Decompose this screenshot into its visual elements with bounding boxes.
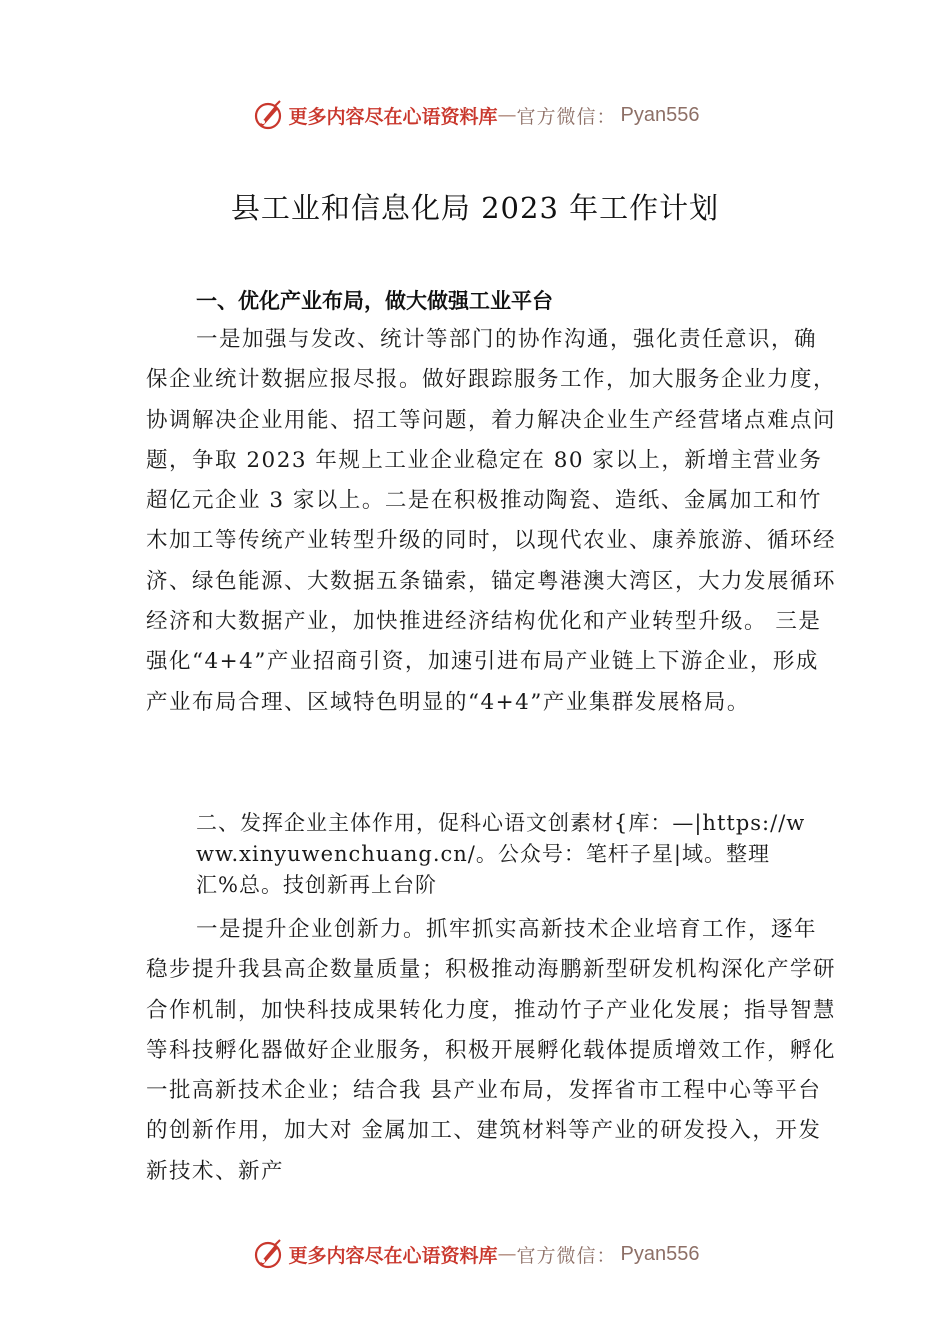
watermark-text: 更多内容尽在心语资料库: [288, 1244, 498, 1267]
document-title: 县工业和信息化局 2023 年工作计划: [230, 191, 720, 225]
watermark-wechat-label: 官方微信：: [516, 105, 617, 128]
watermark-wechat-label: 官方微信：: [516, 1244, 617, 1267]
section1-paragraph: 一是加强与发改、统计等部门的协作沟通，强化责任意识，确保企业统计数据应报尽报。做好跟踪服务工作，加大服务企业力度，协调解决企业用能、招工等问题，着力解决企业生产经营堵点难点问题，争取 2023 年规上工业企业稳定在 80 家以上，新增主营业务超亿元企业 3 家以上。二是在积极推动陶瓷、造纸、金属加工和竹木加工等传统产业转型升级的同时，以现代农业、康养旅游、循环经济、绿色能源、大数据五条锚索，锚定粤港澳大湾区，大力发展循环经济和大数据产业，加快推进经济结构优化和产业转型升级。 三是强化“4+4”产业招商引资，加速引进布局产业链上下游企业，形成产业布局合理、区域特色明显的“4+4”产业集群发展格局。: [146, 327, 837, 715]
watermark-wechat-id: Pyan556: [620, 1242, 700, 1265]
watermark-footer: [0, 1234, 950, 1274]
watermark-wechat-id: Pyan556: [620, 103, 700, 126]
watermark-dash: —: [497, 1243, 517, 1265]
watermark-dash: —: [497, 104, 517, 126]
section2-paragraph: 一是提升企业创新力。抓牢抓实高新技术企业培育工作，逐年稳步提升我县高企数量质量；积极推动海鹏新型研发机构深化产学研合作机制，加快科技成果转化力度，推动竹子产业化发展；指导智慧等科技孵化器做好企业服务，积极开展孵化载体提质增效工作，孵化一批高新技术企业；结合我 县产业布局，发挥省市工程中心等平台的创新作用，加大对 金属加工、建筑材料等产业的研发投入，开发新技术、新产: [146, 917, 837, 1184]
section1-heading: 一、优化产业布局，做大做强工业平台: [196, 289, 553, 313]
quill-seal-icon: [251, 98, 285, 132]
watermark-header: [0, 95, 950, 135]
section2-heading: 二、发挥企业主体作用，促科心语文创素材{库：—|https://www.xinyuwenchuang.cn/。公众号：笔杆子星|域。整理汇%总。技创新再上台阶: [196, 811, 806, 897]
quill-seal-icon: [251, 1237, 285, 1271]
watermark-text: 更多内容尽在心语资料库: [288, 105, 498, 128]
